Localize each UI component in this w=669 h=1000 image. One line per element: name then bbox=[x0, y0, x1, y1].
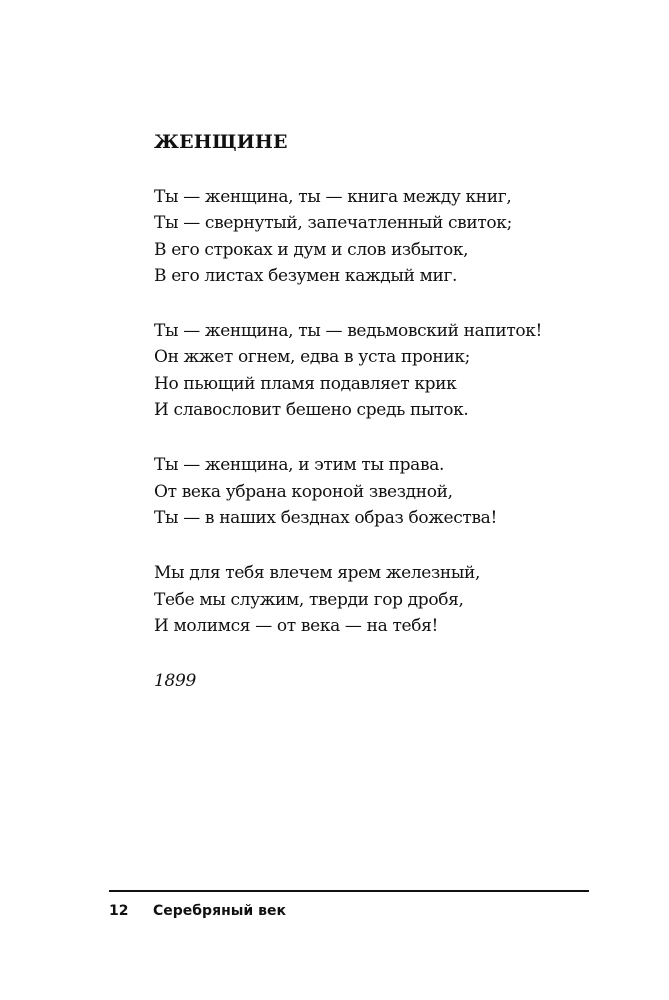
poem-line: Ты — свернутый, запечатленный свиток; bbox=[154, 213, 512, 234]
poem-line: В его листах безумен каждый миг. bbox=[154, 265, 458, 286]
poem-line: От века убрана короной звездной, bbox=[154, 481, 453, 502]
poem bbox=[154, 128, 634, 694]
poem-line: Ты — в наших безднах образ божества! bbox=[154, 507, 497, 528]
running-title: Серебряный век bbox=[153, 903, 286, 919]
poem-date: 1899 bbox=[154, 671, 197, 692]
page-footer bbox=[109, 901, 286, 921]
poem-line: Тебе мы служим, тверди гор дробя, bbox=[154, 589, 464, 610]
page-number: 12 bbox=[109, 903, 129, 919]
poem-line: И славословит бешено средь пыток. bbox=[154, 400, 469, 421]
poem-line: Мы для тебя влечем ярем железный, bbox=[154, 563, 481, 584]
stanza-2 bbox=[154, 318, 634, 423]
stanza-4 bbox=[154, 560, 634, 639]
footer-divider bbox=[109, 890, 589, 892]
poem-line: В его строках и дум и слов избыток, bbox=[154, 239, 469, 260]
poem-line: И молимся — от века — на тебя! bbox=[154, 615, 438, 636]
poem-line: Ты — женщина, и этим ты права. bbox=[154, 455, 445, 476]
stanza-3 bbox=[154, 452, 634, 531]
poem-title: ЖЕНЩИНЕ bbox=[154, 131, 288, 153]
stanza-1 bbox=[154, 184, 634, 289]
poem-line: Ты — женщина, ты — ведьмовский напиток! bbox=[154, 321, 543, 342]
poem-line: Но пьющий пламя подавляет крик bbox=[154, 373, 457, 394]
poem-line: Он жжет огнем, едва в уста проник; bbox=[154, 347, 471, 368]
poem-line: Ты — женщина, ты — книга между книг, bbox=[154, 187, 512, 207]
